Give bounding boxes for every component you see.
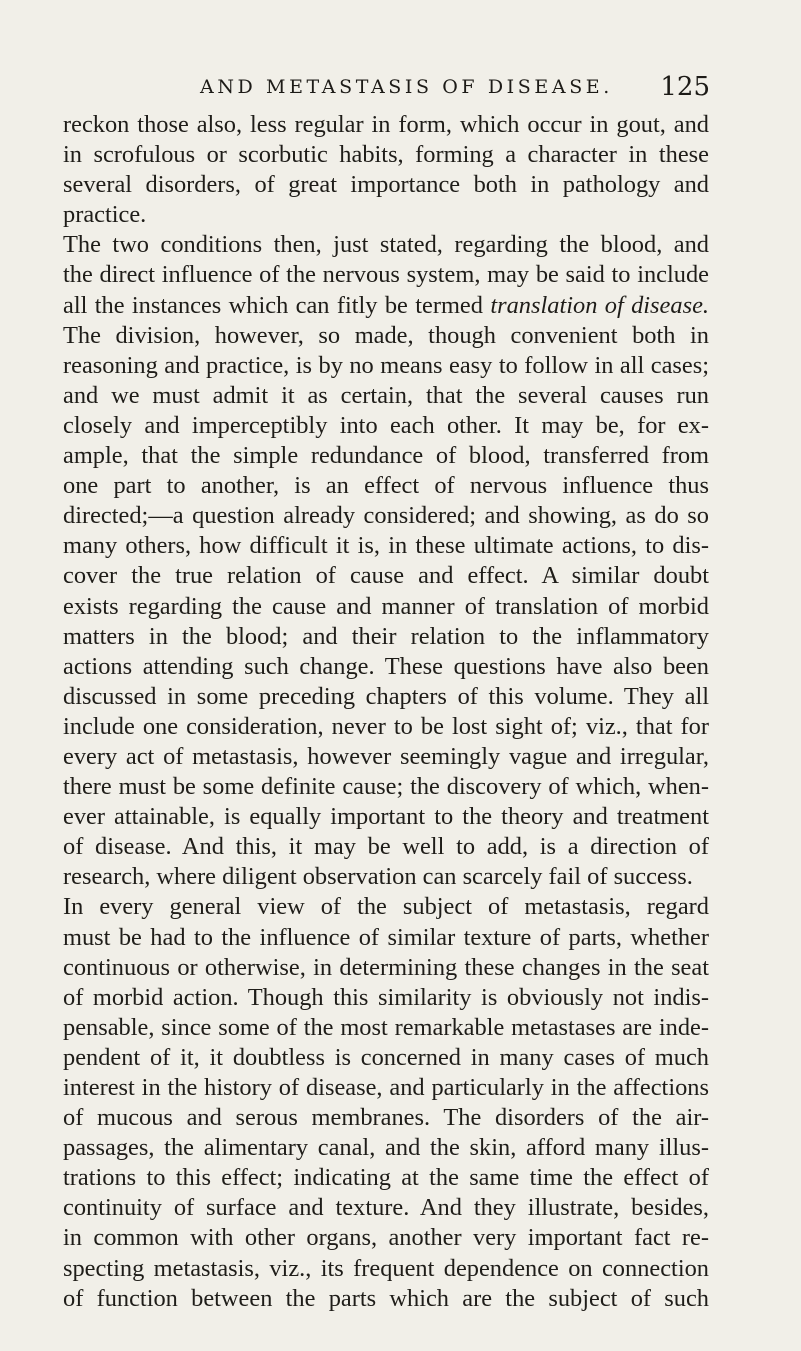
body-text: [63, 110, 709, 1314]
text-line: interest in the history of disease, and particularly in the affections: [63, 1074, 709, 1101]
text-line: and we must admit it as certain, that the several causes run: [63, 381, 709, 409]
text-line: cover the true relation of cause and effect. A similar doubt: [63, 562, 709, 590]
text-line: directed;—a question already considered; and showing, as do so: [63, 502, 709, 530]
text-line: practice.: [63, 201, 147, 229]
text-line: pensable, since some of the most remarkable metastases are inde-: [63, 1013, 709, 1041]
text-line: reasoning and practice, is by no means easy to follow in all cases;: [63, 351, 709, 379]
text-line: there must be some definite cause; the discovery of which, when-: [63, 773, 709, 801]
text-line: exists regarding the cause and manner of translation of morbid: [63, 592, 709, 620]
text-line: The two conditions then, just stated, regarding the blood, and: [63, 231, 709, 259]
text-line: matters in the blood; and their relation to the inflammatory: [63, 622, 709, 650]
text-line: several disorders, of great importance both in pathology and: [63, 171, 709, 199]
text-line: the direct influence of the nervous system, may be said to include: [63, 261, 709, 289]
text-line: actions attending such change. These questions have also been: [63, 652, 709, 680]
text-line: In every general view of the subject of metastasis, regard: [63, 893, 709, 921]
text-line: trations to this effect; indicating at the same time the effect of: [63, 1164, 709, 1192]
text-line: of function between the parts which are the subject of such: [63, 1284, 709, 1312]
text-fragment: all the instances which can fitly be termed: [63, 291, 483, 319]
running-title: AND METASTASIS OF DISEASE.: [200, 76, 613, 98]
text-line: of disease. And this, it may be well to add, is a direction of: [63, 833, 709, 861]
text-line: include one consideration, never to be lost sight of; viz., that for: [63, 712, 709, 740]
text-line: in scrofulous or scorbutic habits, forming a character in these: [63, 141, 709, 169]
page-number: 125: [660, 72, 710, 102]
text-line: specting metastasis, viz., its frequent dependence on connection: [63, 1254, 709, 1282]
text-line: one part to another, is an effect of nervous influence thus: [63, 472, 709, 500]
text-line: discussed in some preceding chapters of this volume. They all: [63, 682, 709, 710]
text-line: of morbid action. Though this similarity is obviously not indis-: [63, 983, 709, 1011]
text-line: reckon those also, less regular in form, which occur in gout, and: [63, 111, 709, 138]
text-line: closely and imperceptibly into each other. It may be, for ex-: [63, 411, 709, 439]
text-line: research, where diligent observation can scarcely fail of success.: [63, 863, 693, 891]
text-line: continuity of surface and texture. And they illustrate, besides,: [63, 1194, 709, 1222]
text-line: The division, however, so made, though convenient both in: [63, 321, 709, 349]
text-line: passages, the alimentary canal, and the skin, afford many illus-: [63, 1134, 709, 1162]
text-line: pendent of it, it doubtless is concerned in many cases of much: [63, 1043, 709, 1071]
text-line: continuous or otherwise, in determining these changes in the seat: [63, 953, 709, 981]
text-line: [63, 291, 709, 321]
text-line: of mucous and serous membranes. The disorders of the air-: [63, 1104, 709, 1132]
text-line: every act of metastasis, however seemingly vague and irregular,: [63, 742, 709, 770]
text-line: ever attainable, is equally important to the theory and treatment: [63, 803, 709, 831]
text-line: in common with other organs, another very important fact re-: [63, 1224, 709, 1252]
text-line: many others, how difficult it is, in these ultimate actions, to dis-: [63, 532, 709, 560]
italic-phrase: translation of disease.: [490, 291, 709, 319]
text-line: ample, that the simple redundance of blood, transferred from: [63, 442, 709, 470]
running-head: [200, 72, 710, 106]
text-line: must be had to the influence of similar texture of parts, whether: [63, 923, 709, 951]
